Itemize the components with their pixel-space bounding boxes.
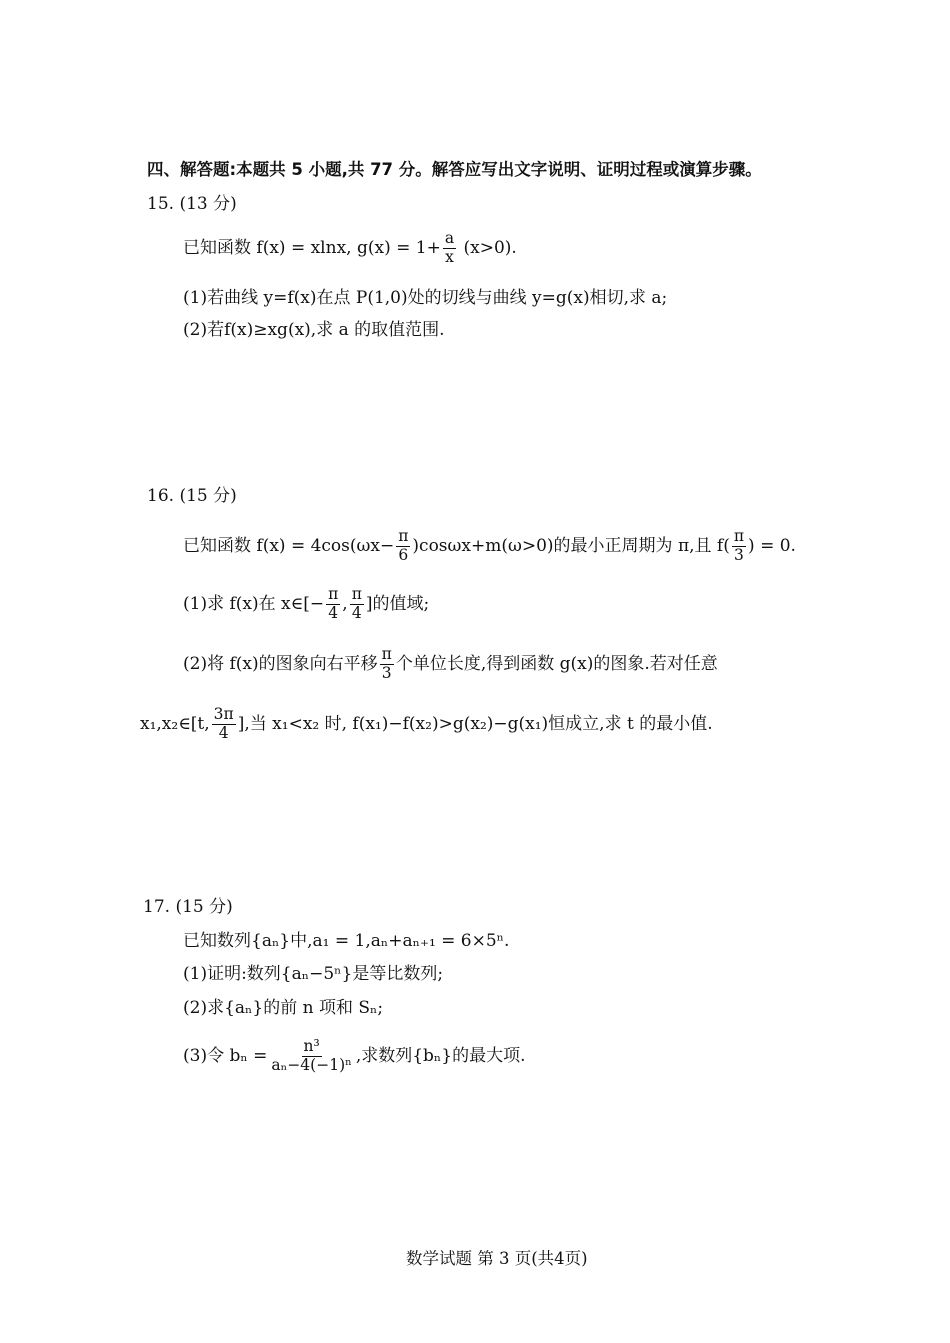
problem-16-part2: (2)将 f(x)的图象向右平移 $\frac{\pi}{3}$ 个单位长度,得到函数 g(x)的图象.若对任意 <box>183 645 718 682</box>
problem-16-intro: 已知函数 f(x) = 4cos(ωx− $\frac{\pi}{6}$ )cosωx+m(ω>0)的最小正周期为 π,且 f( $\frac{\pi}{3}$ ) = 0. <box>183 527 796 564</box>
problem-17-intro: 已知数列{aₙ}中,a₁ = 1,aₙ+aₙ₊₁ = 6×5ⁿ. <box>183 931 510 951</box>
fraction-pi-over-4: $\frac{\pi}{4}$ <box>351 585 362 622</box>
problem-17-part1: (1)证明:数列{aₙ−5ⁿ}是等比数列; <box>183 964 444 984</box>
problem-16-part2-continued: x₁,x₂∈[t, $\frac{3\pi}{4}$ ],当 x₁<x₂ 时, f(x₁)−f(x₂)>g(x₂)−g(x₁)恒成立,求 t 的最小值. <box>140 705 713 742</box>
problem-16-part1: (1)求 f(x)在 x∈[− $\frac{\pi}{4}$ , $\frac{\pi}{4}$ ]的值域; <box>183 585 430 622</box>
problem-15-intro: 已知函数 f(x) = xlnx, g(x) = 1+ $\frac{a}{x}$ (x>0). <box>183 229 517 266</box>
fraction-pi-over-4: $\frac{\pi}{4}$ <box>328 585 339 622</box>
fraction-pi-over-3: $\frac{\pi}{3}$ <box>381 645 392 682</box>
page-footer: 数学试题 第 3 页(共4页) <box>406 1249 588 1268</box>
problem-17-part2: (2)求{aₙ}的前 n 项和 Sₙ; <box>183 998 384 1018</box>
problem-15-part2: (2)若f(x)≥xg(x),求 a 的取值范围. <box>183 320 445 340</box>
section-heading: 四、解答题:本题共 5 小题,共 77 分。解答应写出文字说明、证明过程或演算步骤。 <box>147 160 762 179</box>
problem-17-header: 17. (15 分) <box>143 897 233 917</box>
problem-15-header: 15. (13 分) <box>147 194 237 214</box>
problem-16-header: 16. (15 分) <box>147 486 237 506</box>
problem-15-part1: (1)若曲线 y=f(x)在点 P(1,0)处的切线与曲线 y=g(x)相切,求 a; <box>183 288 668 308</box>
fraction-pi-over-3: $\frac{\pi}{3}$ <box>733 527 745 564</box>
fraction-a-over-x: $\frac{a}{x}$ <box>444 229 455 266</box>
fraction-3pi-over-4: $\frac{3\pi}{4}$ <box>213 705 234 742</box>
fraction-bn-definition: $\frac{\text{n³}}{\text{aₙ−4(−1)ⁿ}}$ <box>271 1037 352 1074</box>
fraction-pi-over-6: $\frac{\pi}{6}$ <box>398 527 409 564</box>
problem-17-part3: (3)令 bₙ = $\frac{\text{n³}}{\text{aₙ−4(−1)ⁿ}}$ ,求数列{bₙ}的最大项. <box>183 1037 526 1074</box>
